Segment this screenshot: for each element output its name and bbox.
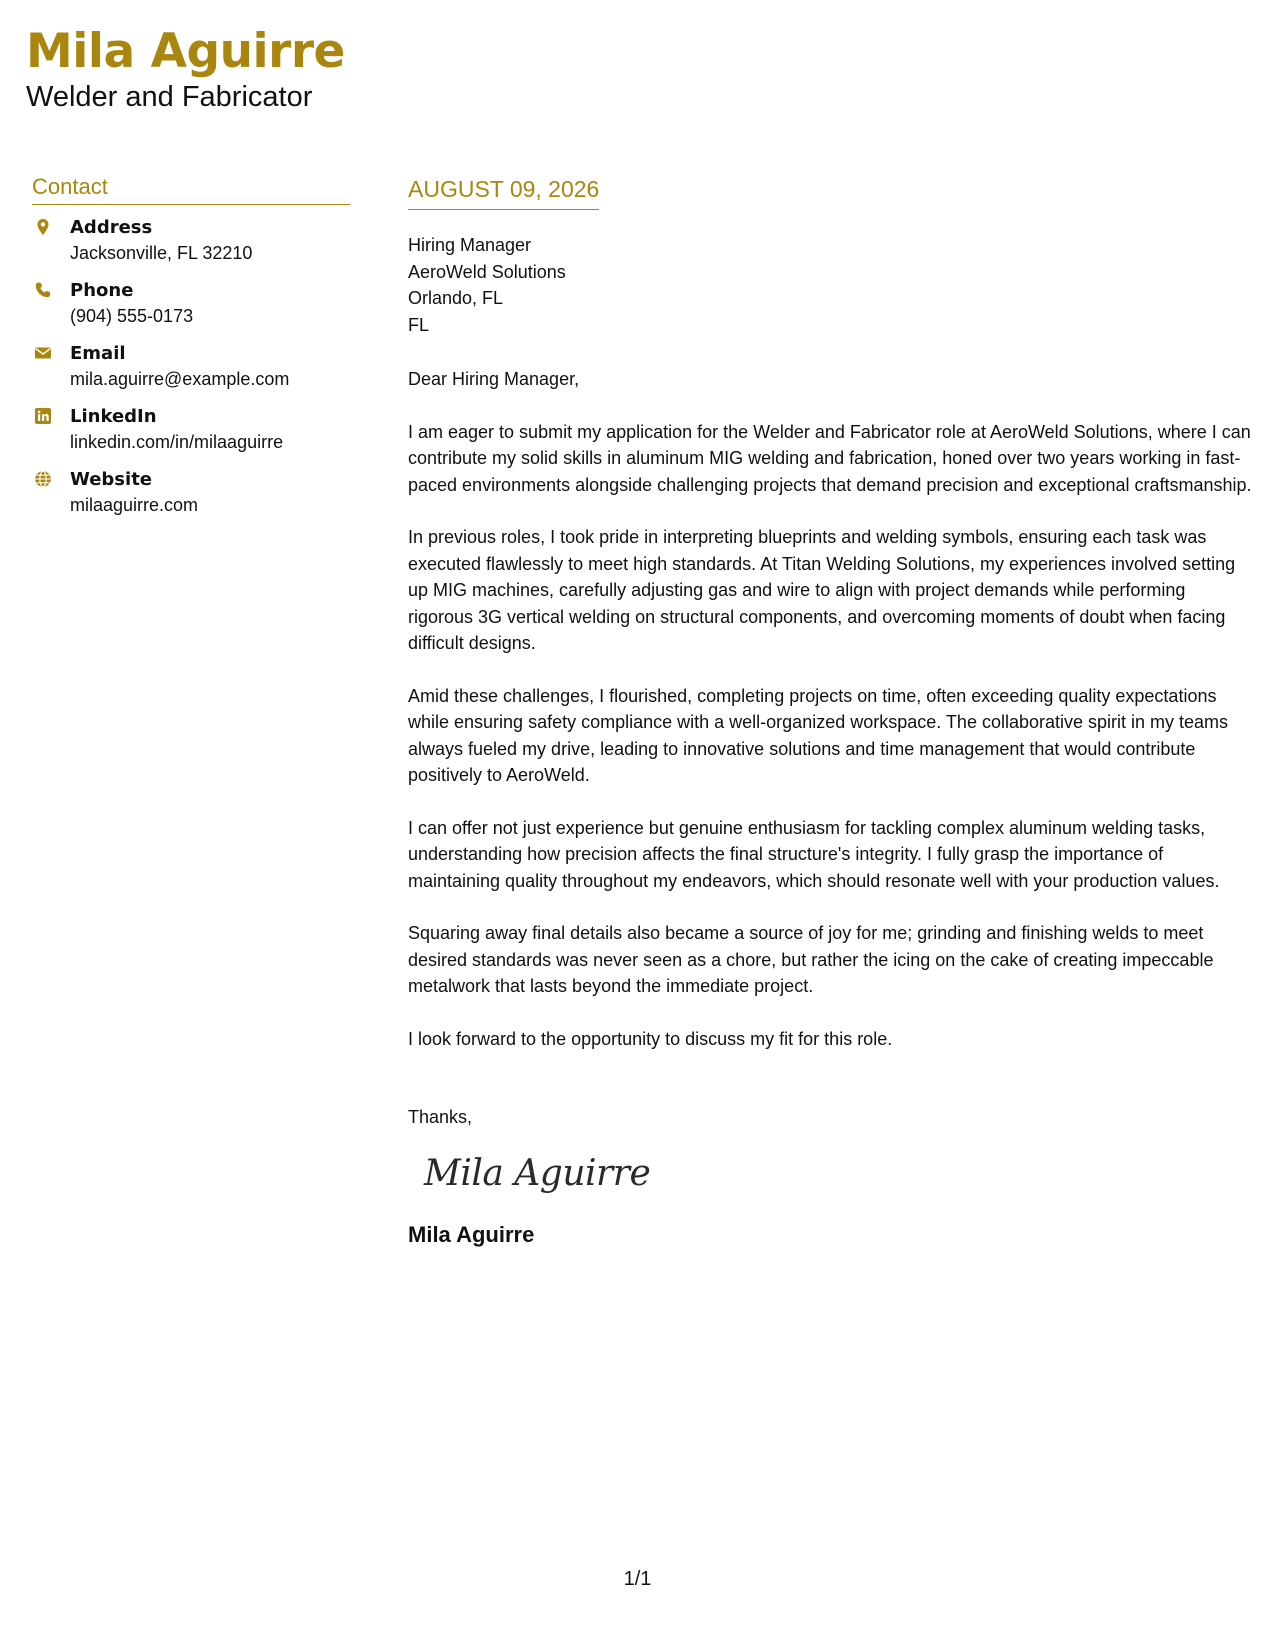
body-paragraph: In previous roles, I took pride in interpreting blueprints and welding symbols, ensuring each task was executed flawlessly to meet high standards. At Titan Welding Solutions, my experiences involved setting up MIG machines, carefully adjusting gas and wire to align with project demands while performing rigorous 3G vertical welding on structural components, and overcoming moments of doubt when facing difficult designs.: [408, 527, 1236, 653]
recipient-line: AeroWeld Solutions: [408, 261, 566, 282]
contact-value: milaaguirre.com: [70, 495, 199, 515]
contact-label: LinkedIn: [70, 406, 157, 427]
contact-item-website: [32, 468, 350, 531]
contact-item-linkedin: [32, 405, 350, 468]
body-paragraph: I can offer not just experience but genuine enthusiasm for tackling complex aluminum welding tasks, understanding how precision affects the final structure's integrity. I fully grasp the importance of maintaining quality throughout my endeavors, which should resonate well with your production values.: [408, 817, 1220, 891]
contact-value: linkedin.com/in/milaaguirre: [70, 432, 284, 452]
contact-value: Jacksonville, FL 32210: [70, 243, 253, 263]
linkedin-icon: [34, 407, 52, 425]
recipient-line: Orlando, FL: [408, 288, 504, 308]
page-number: 1/1: [623, 1568, 652, 1590]
contact-value: mila.aguirre@example.com: [70, 369, 290, 389]
body-paragraph: I look forward to the opportunity to discuss my fit for this role.: [408, 1028, 893, 1049]
contact-label: Email: [70, 343, 126, 364]
contact-item-email: [32, 342, 350, 405]
contact-value: (904) 555-0173: [70, 306, 194, 326]
contact-sidebar: [32, 174, 350, 531]
contact-heading: Contact: [32, 174, 350, 205]
contact-label: Phone: [70, 280, 134, 301]
location-pin-icon: [34, 218, 52, 236]
body-paragraph: I am eager to submit my application for the Welder and Fabricator role at AeroWeld Solutions, where I can contribute my solid skills in aluminum MIG welding and fabrication, honed over two years working in fast-paced environments alongside challenging projects that demand precision and exceptional craftsmanship.: [408, 421, 1252, 495]
contact-item-phone: [32, 279, 350, 342]
contact-list: [32, 216, 350, 531]
envelope-icon: [34, 344, 52, 362]
body-paragraph: Squaring away final details also became a source of joy for me; grinding and finishing welds to meet desired standards was never seen as a chore, but rather the icing on the cake of creating impeccable metalwork that lasts beyond the immediate project.: [408, 923, 1214, 996]
salutation: Dear Hiring Manager,: [408, 369, 580, 389]
recipient-block: [408, 232, 1254, 338]
applicant-title: Welder and Fabricator: [26, 81, 313, 113]
contact-label: Address: [70, 217, 153, 238]
recipient-line: Hiring Manager: [408, 235, 532, 255]
handwritten-signature: Mila Aguirre: [424, 1152, 651, 1194]
letter-body: [408, 176, 1254, 1249]
phone-icon: [34, 281, 52, 299]
letter-date: AUGUST 09, 2026: [408, 176, 599, 210]
signer-name: Mila Aguirre: [408, 1221, 535, 1247]
letter-header: [26, 22, 345, 114]
recipient-line: FL: [408, 314, 430, 335]
contact-item-address: [32, 216, 350, 279]
body-paragraph: Amid these challenges, I flourished, completing projects on time, often exceeding quality expectations while ensuring safety compliance with a well-organized workspace. The collaborative spirit in my teams always fueled my drive, leading to innovative solutions and time management that would contribute positively to AeroWeld.: [408, 685, 1229, 785]
globe-icon: [34, 470, 52, 488]
applicant-name: Mila Aguirre: [26, 24, 345, 79]
closing: Thanks,: [408, 1107, 473, 1127]
contact-label: Website: [70, 469, 153, 490]
